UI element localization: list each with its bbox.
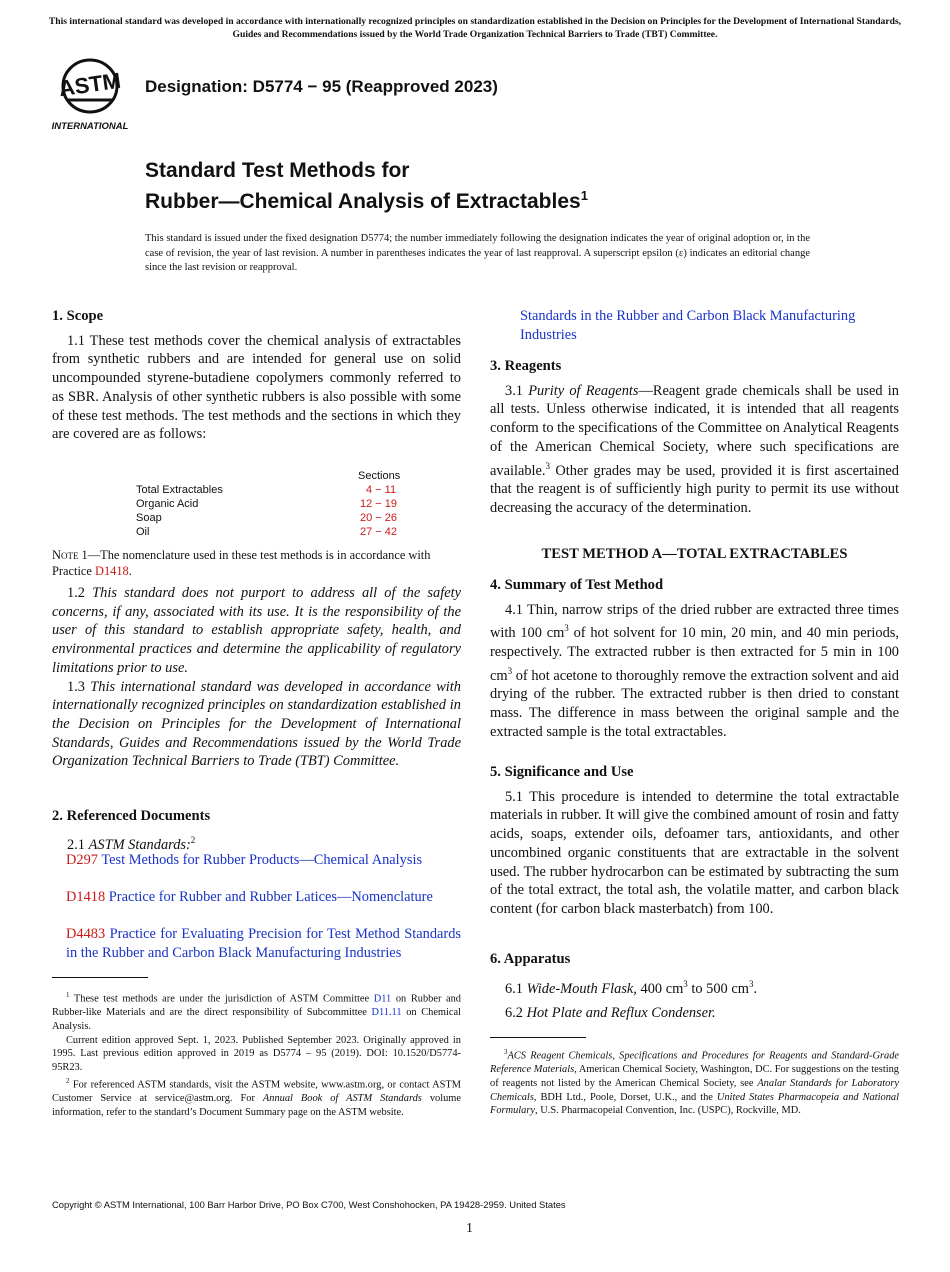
section-heading: 4. Summary of Test Method: [490, 577, 664, 593]
note-1: Note 1—The nomenclature used in these test methods is in accordance with Practice D1418.: [52, 548, 431, 578]
footnote-rule: [52, 977, 148, 978]
copyright: Copyright © ASTM International, 100 Barr Harbor Drive, PO Box C700, West Conshohocken, PA 19428-2959. United States: [52, 1199, 566, 1210]
table-cell: Organic Acid: [136, 498, 199, 510]
ref-item-d297[interactable]: D297 Test Methods for Rubber Products—Chemical Analysis: [66, 852, 423, 868]
link-d11-11[interactable]: D11.11: [371, 1007, 402, 1019]
document-title: Standard Test Methods for Rubber—Chemical Analysis of Extractables$^1$: [145, 159, 588, 213]
ref-item-d4483[interactable]: D4483 Practice for Evaluating Precision for Test Method Standards in the Rubber and Carbon Black Manufacturing Industries: [66, 926, 461, 961]
footnote-rule: [490, 1037, 586, 1038]
footnote-3: $^3$ACS Reagent Chemicals, Specifications and Procedures for Reagents and Standard-Grade Reference Materials, American Chemical Society, Washington, DC. For suggestions on the testing of reagents not listed by the American Chemical Society, see Analar Standards for Laboratory Chemicals, BDH Ltd., Poole, Dorset, U.K., and the United States Pharmacopeia and National Formulary, U.S. Pharmacopeial Convention, Inc. (USPC), Rockville, MD.: [490, 1048, 900, 1117]
table-cell[interactable]: 4 − 11: [366, 484, 397, 496]
summary-section: [490, 576, 899, 741]
table-cell: Oil: [136, 526, 150, 538]
section-heading: 6. Apparatus: [490, 951, 571, 967]
astm-logo: [52, 56, 136, 132]
paragraph-2-1: 2.1 ASTM Standards:$^2$: [67, 834, 196, 853]
ref-item-d4483-continued[interactable]: Standards in the Rubber and Carbon Black Manufacturing Industries: [520, 308, 856, 343]
paragraph-4-1: 4.1 Thin, narrow strips of the dried rubber are extracted three times with 100 $cm^3$ of hot solvent for 10 min, 20 min, and 40 min periods, respectively. The extracted rubber is then extracted for 5 min in 100 $cm^3$ of hot acetone to thoroughly remove the extraction solvent and aid drying of the rubber. The extracted rubber is then dried to constant mass. The difference in mass between the original sample and the extracted sample is the total extractables.: [490, 601, 899, 740]
issued-statement: This standard is issued under the fixed designation D5774; the number immediately following the designation indicates the year of original adoption or, in the case of revision, the year of last revision. A number in parentheses indicates the year of last reapproval. A superscript epsilon (ε) indicates an editorial change since the last revision or reapproval.: [145, 233, 810, 273]
section-heading: 3. Reagents: [490, 358, 562, 374]
paragraph-6-1: 6.1 Wide-Mouth Flask, 400 $cm^3$ to 500 $cm^3$.: [505, 978, 758, 997]
table-cell[interactable]: 20 − 26: [360, 512, 398, 524]
table-cell[interactable]: 12 − 19: [360, 498, 398, 510]
paragraph-1-3: 1.3 This international standard was developed in accordance with internationally recognized principles on standardization established in the Decision on Principles for the Development of International Standards, Guides and Recommendations issued by the World Trade Organization Technical Barriers to Trade (TBT) Committee.: [52, 678, 461, 770]
table-cell: Total Extractables: [136, 484, 223, 496]
table-header: Sections: [358, 470, 401, 482]
top-notice: This international standard was developed in accordance with internationally recognized principles on standardization established in the Decision on Principles for the Development of International Standards, Guides and Recommendations issued by the World Trade Organization Technical Barriers to Trade (TBT) Committee.: [48, 16, 902, 40]
footnotes-left: [52, 989, 461, 1119]
paragraph-1-1: 1.1 These test methods cover the chemical analysis of extractables from synthetic rubbers and are intended for general use on solid uncompounded styrene-butadiene copolymers commonly referred to as SBR. Analysis of other synthetic rubbers is also possible with some of these test methods. The test methods and the sections in which they are covered are as follows:: [52, 332, 461, 443]
paragraph-6-2: 6.2 Hot Plate and Reflux Condenser.: [505, 1005, 716, 1022]
table-cell: Soap: [136, 512, 162, 524]
reagents-section: [490, 357, 899, 517]
link-d1418[interactable]: D1418: [95, 563, 129, 578]
link-d11[interactable]: D11: [373, 993, 392, 1005]
section-heading: 1. Scope: [52, 308, 104, 324]
footnotes-right: [490, 1046, 899, 1118]
footnote-1-edition: Current edition approved Sept. 1, 2023. Published September 2023. Originally approved in 1995. Last previous edition approved in 2019 as D5774 – 95 (2019). DOI: 10.1520/D5774-95R23.: [52, 1034, 461, 1073]
significance-section: [490, 763, 899, 919]
ref-item-d1418[interactable]: D1418 Practice for Rubber and Rubber Latices—Nomenclature: [66, 889, 433, 905]
paragraph-1-2: 1.2 This standard does not purport to address all of the safety concerns, if any, associated with its use. It is the responsibility of the user of this standard to establish appropriate safety, health, and environmental practices and determine the applicability of regulatory limitations prior to use.: [52, 585, 461, 676]
scope-section: [52, 307, 461, 444]
logo-wordmark: INTERNATIONAL: [51, 121, 129, 132]
method-a-heading: TEST METHOD A—TOTAL EXTRACTABLES: [541, 546, 848, 562]
paragraph-5-1: 5.1 This procedure is intended to determine the total extractable materials in rubber. It will give the combined amount of rosin and fatty acids, soaps, extender oils, defoamer tars, antioxidants, and other uncombined organic constituents that are extractable in the solvent used. The rubber hydrocarbon can be estimated by subtracting the sum of the total extract, the total ash, the volatile matter, and carbon black content (for carbon black masterbatch) from 100.: [490, 788, 899, 917]
scope-continued: [52, 584, 461, 771]
section-heading: 5. Significance and Use: [490, 764, 634, 780]
page-number: 1: [466, 1221, 473, 1236]
section-heading: 2. Referenced Documents: [52, 808, 211, 824]
designation: Designation: D5774 − 95 (Reapproved 2023): [145, 77, 498, 96]
table-cell[interactable]: 27 − 42: [360, 526, 398, 538]
footnote-2: $^2$ For referenced ASTM standards, visit the ASTM website, www.astm.org, or contact ASTM Customer Service at service@astm.org. For Annual Book of ASTM Standards volume information, refer to the standard’s Document Summary page on the ASTM website.: [52, 1076, 461, 1118]
svg-text:ASTM: ASTM: [57, 67, 123, 102]
footnote-1: $^1$ These test methods are under the jurisdiction of ASTM Committee D11 on Rubber and Rubber-like Materials and are the direct responsibility of Subcommittee D11.11 on Chemical Analysis.: [52, 991, 462, 1032]
sections-table: [136, 469, 406, 541]
apparatus-section: [490, 950, 899, 1023]
refdocs-section: [52, 807, 461, 854]
paragraph-3-1: 3.1 Purity of Reagents—Reagent grade chemicals shall be used in all tests. Unless otherwise indicated, it is intended that all reagents conform to the specifications of the Committee on Analytical Reagents of the American Chemical Society, where such specifications are available.$^3$ Other grades may be used, provided it is first ascertained that the reagent is of sufficiently high purity to permit its use without decreasing the accuracy of the determination.: [490, 382, 899, 516]
